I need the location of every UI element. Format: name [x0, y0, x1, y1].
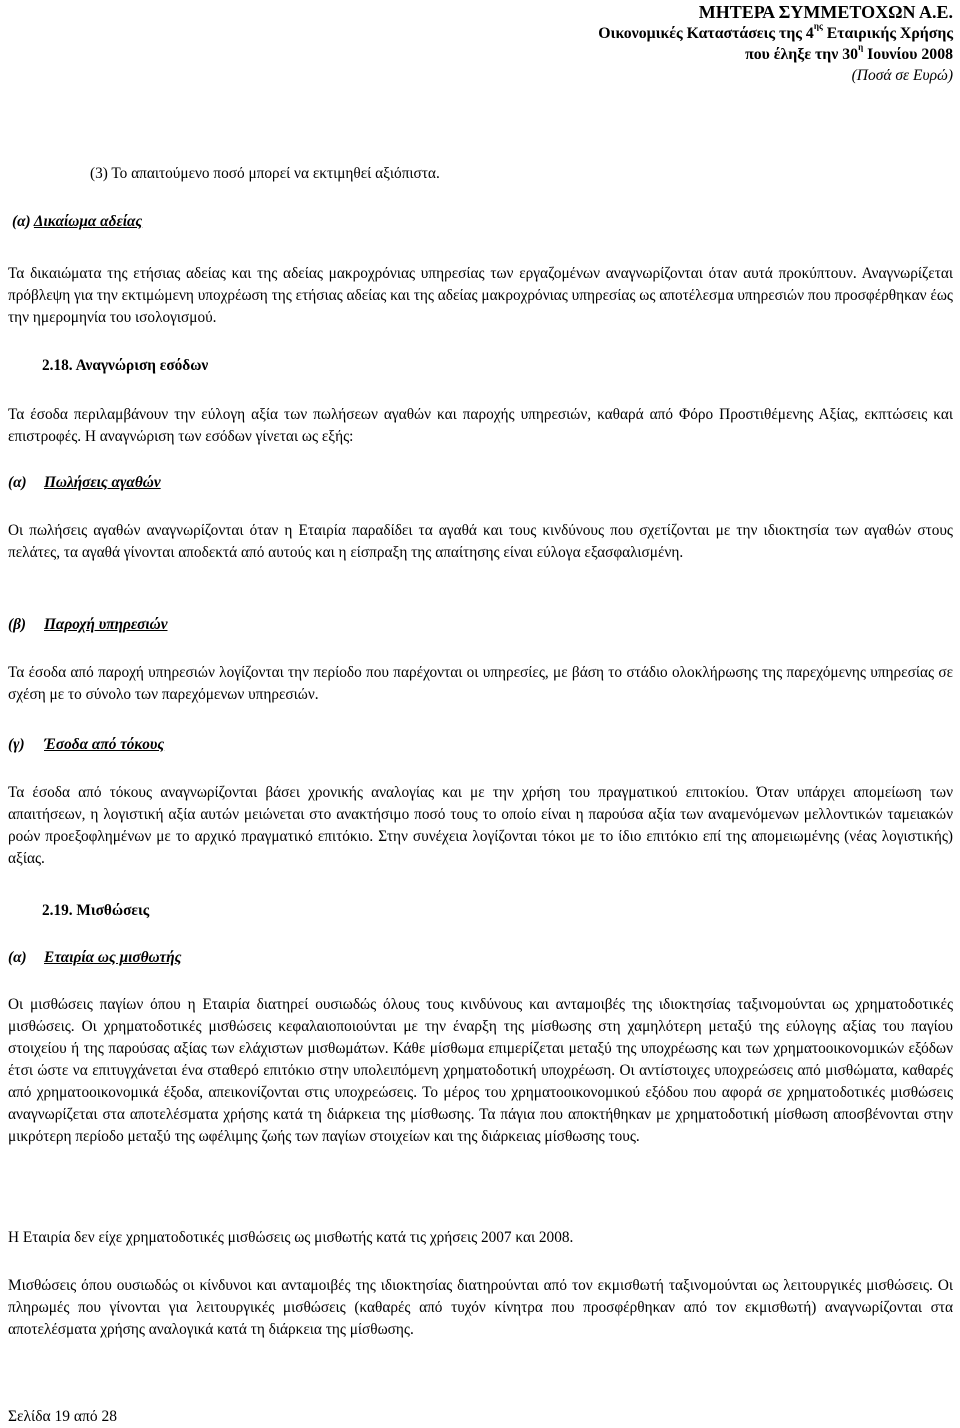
page-header	[598, 2, 953, 86]
lessee-paragraph: Οι μισθώσεις παγίων όπου η Εταιρία διατηρεί ουσιωδώς όλους τους κινδύνους και ανταμοιβές της ιδιοκτησίας ταξινομούνται ως χρηματοδοτικές μισθώσεις. Οι χρηματοδοτικές μισθώσεις κεφαλαιοποιούνται με την έναρξη της μίσθωσης στη χαμηλότερη μεταξύ της εύλογης αξίας του παγίου στοιχείου ή της παρούσας αξίας των ελάχιστων μισθωμάτων. Κάθε μίσθωμα επιμερίζεται μεταξύ της υποχρέωσης και των χρηματοοικονομικών εξόδων έτσι ώστε να επιτυγχάνεται ένα σταθερό επιτόκιο στην υπολειπόμενη χρηματοδοτική υποχρέωση. Οι αντίστοιχες υποχρεώσεις από μισθώματα, καθαρές από χρηματοοικονομικά έξοδα, απεικονίζονται στις υποχρεώσεις. Το μέρος του χρηματοοικονομικού εξόδου που αφορά σε χρηματοδοτικές μισθώσεις αναγνωρίζεται στα αποτελέσματα χρήσης κατά τη διάρκεια της μίσθωσης. Τα πάγια που αποκτήθηκαν με χρηματοδοτική μίσθωση αποσβένονται στην μικρότερη περίοδο μεταξύ της ωφέλιμης ζωής των παγίων στοιχείων και της διάρκειας μίσθωσης τους.	[8, 996, 953, 1145]
revenue-intro: Τα έσοδα περιλαμβάνουν την εύλογη αξία των πωλήσεων αγαθών και παροχής υπηρεσιών, καθαρά από Φόρο Προστιθέμενης Αξίας, εκπτώσεις και επιστροφές. Η αναγνώριση των εσόδων γίνεται ως εξής:	[8, 406, 953, 445]
revenue-heading: 2.18. Αναγνώριση εσόδων	[42, 357, 209, 374]
period-line: που έληξε την $30^\eta$ Ιουνίου 2008	[745, 41, 953, 63]
goods-heading: (α) Πωλήσεις αγαθών	[8, 474, 161, 491]
services-heading: (β) Παροχή υπηρεσιών	[8, 616, 168, 633]
operating-leases-paragraph: Μισθώσεις όπου ουσιωδώς οι κίνδυνοι και ανταμοιβές της ιδιοκτησίας διατηρούνται από τον εκμισθωτή ταξινομούνται ως λειτουργικές μισθώσεις. Οι πληρωμές που γίνονται για λειτουργικές μισθώσεις (καθαρές από τυχόν κίνητρα που προσφέρθηκαν από τον εκμισθωτή) αναγνωρίζονται στα αποτελέσματα χρήσης αναλογικά κατά τη διάρκεια της μίσθωσης.	[8, 1277, 953, 1338]
interest-paragraph: Τα έσοδα από τόκους αναγνωρίζονται βάσει χρονικής αναλογίας και με την χρήση του πραγματικού επιτοκίου. Όταν υπάρχει απομείωση των απαιτήσεων, η λογιστική αξία αυτών μειώνεται στο ανακτήσιμο ποσό τους το οποίο είναι η παρούσα αξία των αναμενόμενων μελλοντικών ταμειακών ροών προεξοφλημένων με το αρχικό πραγματικό επιτόκιο. Στην συνέχεια λογίζονται τόκοι με το ίδιο επιτόκιο επί της απομειωμένης (νέας λογιστικής) αξίας.	[8, 784, 953, 867]
company-name: ΜΗΤΕΡΑ ΣΥΜΜΕΤΟΧΩΝ Α.Ε.	[698, 2, 953, 22]
statements-title: Οικονομικές Καταστάσεις της $4^{\eta\varsigma}$ Εταιρικής Χρήσης	[598, 20, 953, 42]
leases-heading: 2.19. Μισθώσεις	[42, 902, 150, 919]
page-footer: Σελίδα 19 από 28	[8, 1408, 117, 1425]
currency-note: (Ποσά σε Ευρώ)	[851, 67, 953, 84]
interest-heading: (γ) Έσοδα από τόκους	[8, 736, 165, 753]
lessee-heading: (α) Εταιρία ως μισθωτής	[8, 949, 182, 966]
goods-paragraph: Οι πωλήσεις αγαθών αναγνωρίζονται όταν η Εταιρία παραδίδει τα αγαθά και τους κινδύνους που σχετίζονται με την ιδιοκτησία των αγαθών στους πελάτες, τα αγαθά γίνονται αποδεκτά από αυτούς και η είσπραξη της απαίτησης είναι εύλογα εξασφαλισμένη.	[8, 522, 953, 561]
leave-paragraph: Τα δικαιώματα της ετήσιας αδείας και της αδείας μακροχρόνιας υπηρεσίας των εργαζομένων αναγνωρίζονται όταν αυτά προκύπτουν. Αναγνωρίζεται πρόβλεψη για την εκτιμώμενη υποχρέωση της ετήσιας αδείας και της αδείας μακροχρόνιας υπηρεσίας ως αποτέλεσμα υπηρεσιών που προσφέρθηκαν έως την ημερομηνία του ισολογισμού.	[8, 265, 953, 326]
services-paragraph: Τα έσοδα από παροχή υπηρεσιών λογίζονται την περίοδο που παρέχονται οι υπηρεσίες, με βάση το στάδιο ολοκλήρωσης της παρεχόμενης υπηρεσίας σε σχέση με το σύνολο των παρεχόμενων υπηρεσιών.	[8, 664, 953, 703]
document-page	[8, 0, 953, 1428]
criterion-3: (3) Το απαιτούμενο ποσό μπορεί να εκτιμηθεί αξιόπιστα.	[90, 165, 440, 182]
leave-heading: (α) Δικαίωμα αδείας	[12, 213, 143, 230]
no-finance-leases: Η Εταιρία δεν είχε χρηματοδοτικές μισθώσεις ως μισθωτής κατά τις χρήσεις 2007 και 2008.	[8, 1229, 574, 1246]
